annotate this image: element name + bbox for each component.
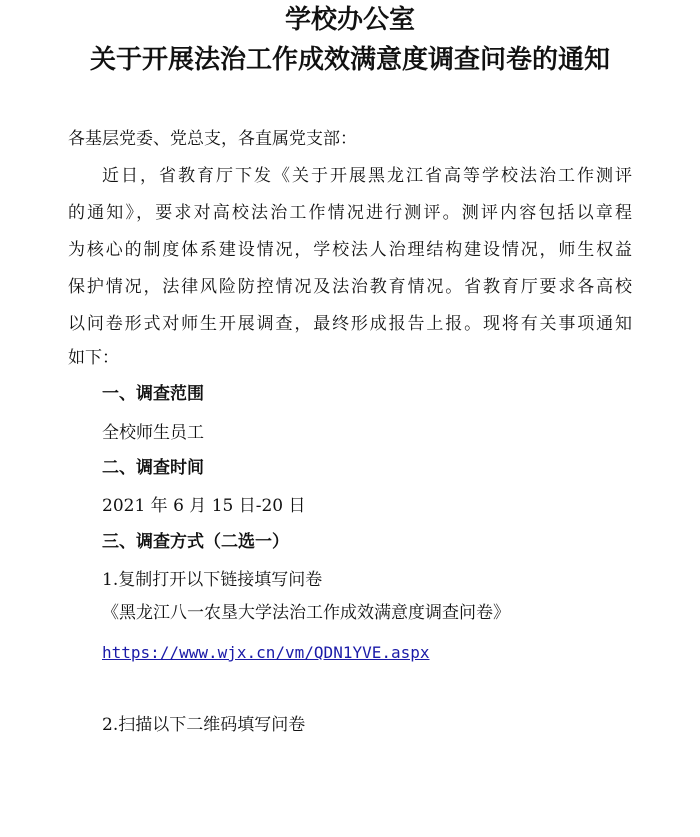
issuing-office: 学校办公室 xyxy=(284,5,415,35)
time-content: 2021 年 6 月 15 日-20 日 xyxy=(102,496,306,516)
scope-content: 全校师生员工 xyxy=(102,423,204,443)
intro-line: 以问卷形式对师生开展调查，最终形成报告上报。现将有关事项通知 xyxy=(68,314,632,334)
intro-line: 如下： xyxy=(68,348,119,368)
time-heading: 二、调查时间 xyxy=(102,458,204,478)
method-option-link: 1.复制打开以下链接填写问卷 xyxy=(102,570,323,590)
survey-url-link[interactable]: https://www.wjx.cn/vm/QDN1YVE.aspx xyxy=(102,643,430,662)
survey-name: 《黑龙江八一农垦大学法治工作成效满意度调查问卷》 xyxy=(102,603,510,623)
method-option-qrcode: 2.扫描以下二维码填写问卷 xyxy=(102,715,306,735)
intro-line: 为核心的制度体系建设情况，学校法人治理结构建设情况，师生权益 xyxy=(68,240,632,260)
intro-line: 的通知》，要求对高校法治工作情况进行测评。测评内容包括以章程 xyxy=(68,203,632,223)
intro-line: 保护情况，法律风险防控情况及法治教育情况。省教育厅要求各高校 xyxy=(68,277,632,297)
method-heading: 三、调查方式（二选一） xyxy=(102,532,289,552)
scope-heading: 一、调查范围 xyxy=(102,384,204,404)
intro-line: 近日，省教育厅下发《关于开展黑龙江省高等学校法治工作测评 xyxy=(102,166,632,186)
salutation: 各基层党委、党总支，各直属党支部： xyxy=(68,129,357,149)
notice-title: 关于开展法治工作成效满意度调查问卷的通知 xyxy=(89,45,610,75)
